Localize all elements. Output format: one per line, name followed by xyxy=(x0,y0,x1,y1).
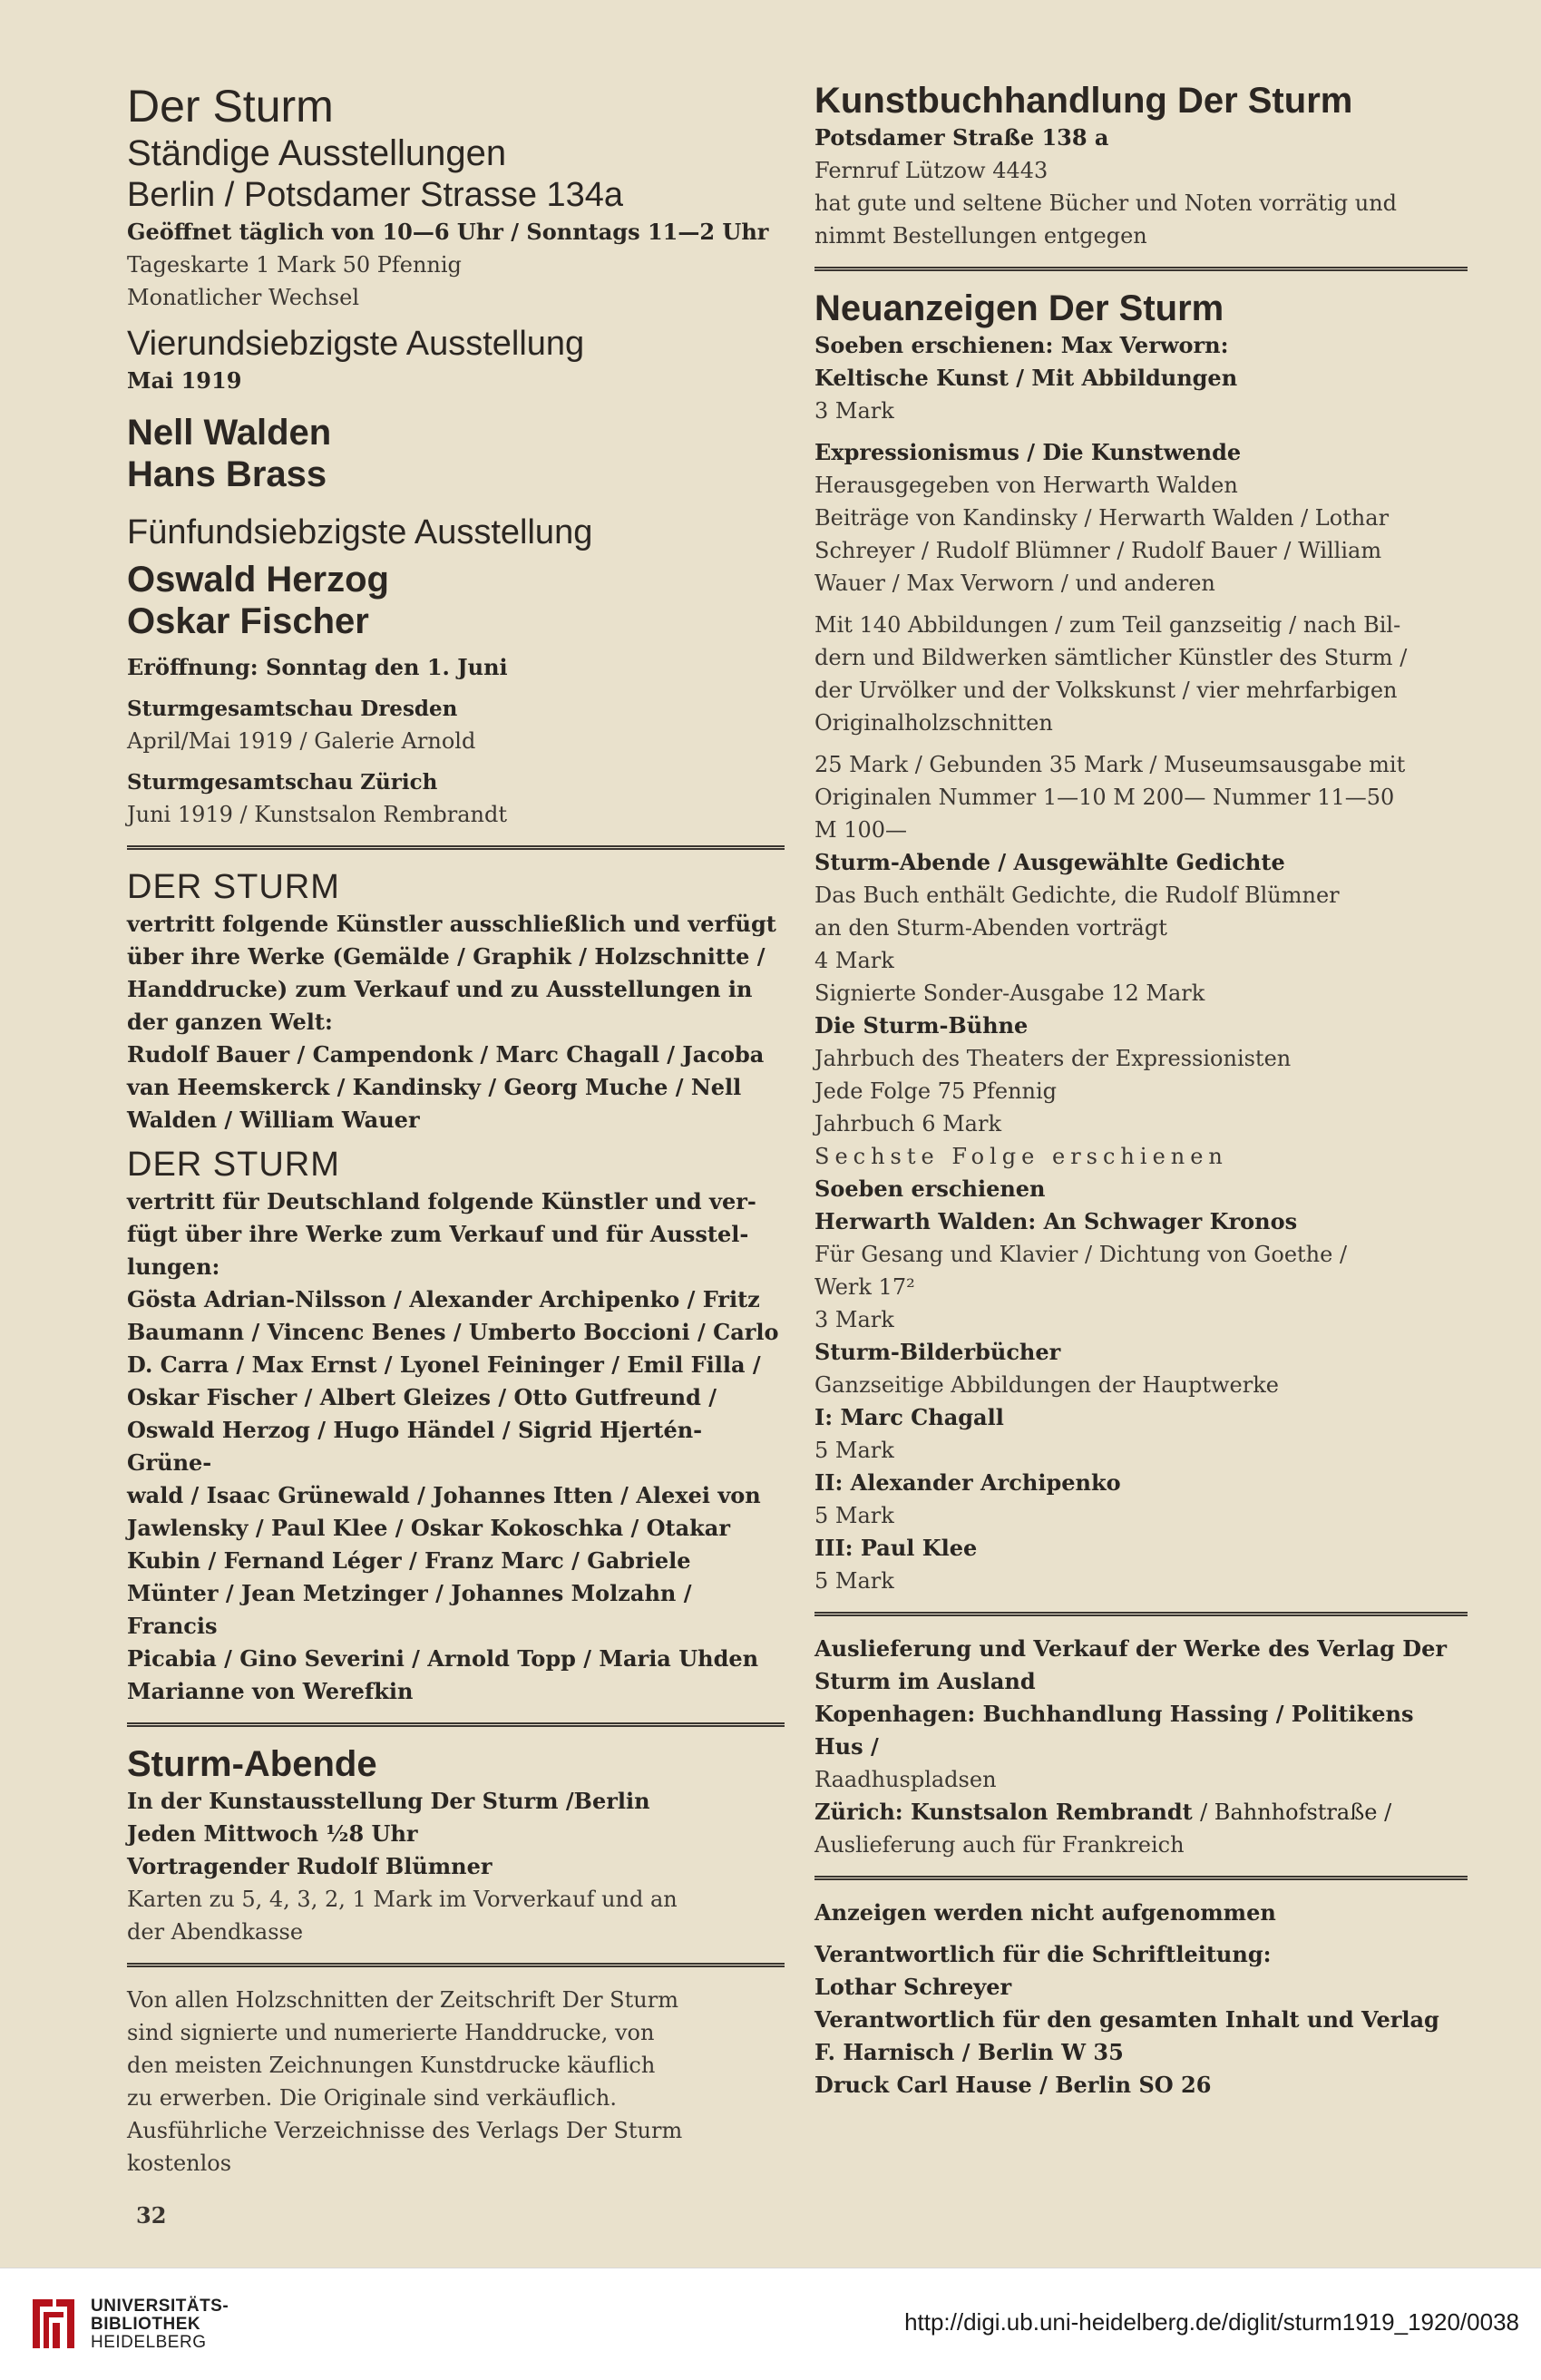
divider xyxy=(814,1876,1468,1880)
sturm-line: vertritt folgende Künstler ausschließlich und verfügt xyxy=(127,911,776,937)
exhibition-74-date: Mai 1919 xyxy=(127,367,242,394)
exhibition-74-heading: Vierundsiebzigste Ausstellung xyxy=(127,325,585,363)
auslieferung-zurich-name: Zürich: Kunstsalon Rembrandt xyxy=(814,1799,1193,1825)
artist-list-line: Kubin / Fernand Léger / Franz Marc / Gabriele xyxy=(127,1547,691,1574)
sturm-line: fügt über ihre Werke zum Verkauf und für Ausstel- xyxy=(127,1221,749,1247)
auslieferung-line: Auslieferung und Verkauf der Werke des Verlag Der xyxy=(814,1635,1448,1662)
verworn-line: Keltische Kunst / Mit Abbildungen xyxy=(814,365,1238,391)
expressionismus-line: Originalholzschnitten xyxy=(814,710,1053,736)
library-name xyxy=(91,2297,229,2352)
sturm-line: Handdrucke) zum Verkauf und zu Ausstellungen in xyxy=(127,976,753,1002)
divider xyxy=(814,267,1468,271)
artist-list-line: Gösta Adrian-Nilsson / Alexander Archipenko / Fritz xyxy=(127,1286,760,1312)
auslieferung-zurich xyxy=(814,1796,1468,1829)
soeben-detail: 3 Mark xyxy=(814,1307,894,1332)
sturm-line: lungen: xyxy=(127,1253,220,1280)
auslieferung-line: Kopenhagen: Buchhandlung Hassing / Politikens Hus / xyxy=(814,1701,1414,1760)
gallery-address: Berlin / Potsdamer Strasse 134a xyxy=(127,176,624,214)
library-name-line: UNIVERSITÄTS- xyxy=(91,2297,229,2316)
bilderbuch-3-price: 5 Mark xyxy=(814,1568,894,1594)
gedichte-title: Sturm-Abende / Ausgewählte Gedichte xyxy=(814,849,1285,875)
exhibition-75-heading: Fünfundsiebzigste Ausstellung xyxy=(127,513,593,551)
bilderbuch-2-title: II: Alexander Archipenko xyxy=(814,1469,1121,1496)
expressionismus-line: Mit 140 Abbildungen / zum Teil ganzseitig / nach Bil- xyxy=(814,612,1401,638)
imprint-line: Lothar Schreyer xyxy=(814,1974,1012,2000)
sturm-line: vertritt für Deutschland folgende Künstler und ver- xyxy=(127,1188,756,1214)
masthead-title: Der Sturm xyxy=(127,81,334,132)
sturm-line: über ihre Werke (Gemälde / Graphik / Holzschnitte / xyxy=(127,943,766,970)
buehne-line: Jahrbuch 6 Mark xyxy=(814,1111,1002,1136)
artist-list-line: wald / Isaac Grünewald / Johannes Itten / Alexei von xyxy=(127,1482,761,1508)
opening-date: Eröffnung: Sonntag den 1. Juni xyxy=(127,654,508,680)
artist-list-line: van Heemskerck / Kandinsky / Georg Muche / Nell xyxy=(127,1074,742,1100)
monthly-change: Monatlicher Wechsel xyxy=(127,285,359,310)
library-logo-icon xyxy=(25,2294,82,2354)
artist-list-line: Oswald Herzog / Hugo Händel / Sigrid Hjertén-Grüne- xyxy=(127,1417,703,1476)
page-number: 32 xyxy=(136,2202,167,2229)
bookshop-phone: Fernruf Lützow 4443 xyxy=(814,158,1048,183)
dresden-show-info: April/Mai 1919 / Galerie Arnold xyxy=(127,728,476,754)
artist-list-line: Picabia / Gino Severini / Arnold Topp / Maria Uhden xyxy=(127,1645,759,1672)
expressionismus-line: der Urvölker und der Volkskunst / vier mehrfarbigen xyxy=(814,678,1398,703)
sturm-line: der ganzen Welt: xyxy=(127,1009,333,1035)
expressionismus-line: Beiträge von Kandinsky / Herwarth Walden / Lothar xyxy=(814,505,1390,531)
bilderbuch-2-price: 5 Mark xyxy=(814,1503,894,1528)
expressionismus-line: Wauer / Max Verworn / und anderen xyxy=(814,571,1215,596)
exhibition-75-artist: Oswald Herzog xyxy=(127,560,389,600)
artist-list-line: Münter / Jean Metzinger / Johannes Molzahn / Francis xyxy=(127,1580,692,1639)
expressionismus-title: Expressionismus / Die Kunstwende xyxy=(814,439,1242,465)
imprint-line: Druck Carl Hause / Berlin SO 26 xyxy=(814,2072,1212,2098)
auslieferung-line: Sturm im Ausland xyxy=(814,1668,1036,1694)
sturm-abende-heading: Sturm-Abende xyxy=(127,1744,377,1784)
permalink-url[interactable]: http://digi.ub.uni-heidelberg.de/diglit/sturm1919_1920/0038 xyxy=(904,2308,1519,2336)
artist-list-line: Walden / William Wauer xyxy=(127,1107,420,1133)
exhibition-74-artist: Nell Walden xyxy=(127,413,332,453)
bilderbuch-1-title: I: Marc Chagall xyxy=(814,1404,1004,1430)
abende-line: Jeden Mittwoch ½8 Uhr xyxy=(127,1820,418,1847)
artist-list-line: Jawlensky / Paul Klee / Oskar Kokoschka / Otakar xyxy=(127,1515,731,1541)
bookshop-line: hat gute und seltene Bücher und Noten vorrätig und xyxy=(814,190,1398,216)
library-name-line: HEIDELBERG xyxy=(91,2333,207,2352)
abende-line: In der Kunstausstellung Der Sturm /Berlin xyxy=(127,1788,650,1814)
soeben-line: Soeben erschienen xyxy=(814,1175,1046,1202)
bilderbuch-1-price: 5 Mark xyxy=(814,1438,894,1463)
gedichte-line: 4 Mark xyxy=(814,948,894,973)
bookshop-heading: Kunstbuchhandlung Der Sturm xyxy=(814,81,1353,121)
soeben-detail: Werk 17² xyxy=(814,1274,915,1300)
artist-list-line: Marianne von Werefkin xyxy=(127,1678,414,1704)
bookshop-line: nimmt Bestellungen entgegen xyxy=(814,223,1147,249)
zurich-show-info: Juni 1919 / Kunstsalon Rembrandt xyxy=(127,802,508,827)
opening-hours: Geöffnet täglich von 10—6 Uhr / Sonntags 11—2 Uhr xyxy=(127,219,769,245)
divider xyxy=(127,845,785,850)
gedichte-line: an den Sturm-Abenden vorträgt xyxy=(814,915,1167,941)
expressionismus-line: Schreyer / Rudolf Blümner / Rudolf Bauer / William xyxy=(814,538,1382,563)
no-ads-notice: Anzeigen werden nicht aufgenommen xyxy=(814,1899,1276,1926)
imprint-line: F. Harnisch / Berlin W 35 xyxy=(814,2039,1124,2065)
artist-list-line: D. Carra / Max Ernst / Lyonel Feininger / Emil Filla / xyxy=(127,1351,761,1378)
auslieferung-zurich-street: / Bahnhofstraße / xyxy=(1200,1800,1392,1825)
holzschnitte-line: kostenlos xyxy=(127,2151,232,2176)
expressionismus-price-line: Originalen Nummer 1—10 M 200— Nummer 11—50 xyxy=(814,785,1395,810)
expressionismus-price-line: M 100— xyxy=(814,817,908,843)
verworn-price: 3 Mark xyxy=(814,398,894,424)
permanent-exhibitions-heading: Ständige Ausstellungen xyxy=(127,133,507,173)
buehne-line: Jede Folge 75 Pfennig xyxy=(814,1078,1058,1104)
bilderbuch-3-title: III: Paul Klee xyxy=(814,1535,978,1561)
auslieferung-line: Raadhuspladsen xyxy=(814,1767,997,1792)
imprint-line: Verantwortlich für die Schriftleitung: xyxy=(814,1941,1272,1967)
bilderbuecher-subtitle: Ganzseitige Abbildungen der Hauptwerke xyxy=(814,1372,1279,1398)
library-footer xyxy=(0,2268,1541,2380)
verworn-line: Soeben erschienen: Max Verworn: xyxy=(814,332,1229,358)
expressionismus-line: Herausgegeben von Herwarth Walden xyxy=(814,473,1238,498)
abende-line: der Abendkasse xyxy=(127,1919,304,1945)
divider xyxy=(814,1612,1468,1616)
holzschnitte-line: den meisten Zeichnungen Kunstdrucke käuflich xyxy=(127,2053,656,2078)
divider xyxy=(127,1722,785,1727)
holzschnitte-line: Von allen Holzschnitten der Zeitschrift Der Sturm xyxy=(127,1987,678,2013)
ticket-price: Tageskarte 1 Mark 50 Pfennig xyxy=(127,252,462,278)
der-sturm-heading-1: DER STURM xyxy=(127,868,340,906)
holzschnitte-line: sind signierte und numerierte Handdrucke, von xyxy=(127,2020,655,2045)
abende-line: Karten zu 5, 4, 3, 2, 1 Mark im Vorverkauf und an xyxy=(127,1887,678,1912)
bookshop-address: Potsdamer Straße 138 a xyxy=(814,124,1109,151)
imprint-line: Verantwortlich für den gesamten Inhalt und Verlag xyxy=(814,2006,1439,2033)
zurich-show-title: Sturmgesamtschau Zürich xyxy=(127,770,438,795)
buehne-title: Die Sturm-Bühne xyxy=(814,1012,1029,1039)
soeben-line: Herwarth Walden: An Schwager Kronos xyxy=(814,1208,1298,1234)
holzschnitte-line: zu erwerben. Die Originale sind verkäuflich. xyxy=(127,2085,617,2111)
bilderbuecher-title: Sturm-Bilderbücher xyxy=(814,1339,1061,1365)
abende-line: Vortragender Rudolf Blümner xyxy=(127,1853,493,1879)
expressionismus-line: dern und Bildwerken sämtlicher Künstler des Sturm / xyxy=(814,645,1408,670)
holzschnitte-line: Ausführliche Verzeichnisse des Verlags Der Sturm xyxy=(127,2118,683,2143)
exhibition-75-artist: Oskar Fischer xyxy=(127,601,369,641)
buehne-line: Sechste Folge erschienen xyxy=(814,1144,1228,1169)
new-releases-heading: Neuanzeigen Der Sturm xyxy=(814,288,1224,328)
left-column xyxy=(127,80,785,2180)
artist-list-line: Rudolf Bauer / Campendonk / Marc Chagall / Jacoba xyxy=(127,1041,765,1068)
buehne-line: Jahrbuch des Theaters der Expressionisten xyxy=(814,1046,1292,1071)
library-name-line: BIBLIOTHEK xyxy=(91,2315,201,2334)
soeben-detail: Für Gesang und Klavier / Dichtung von Goethe / xyxy=(814,1242,1348,1267)
exhibition-74-artist: Hans Brass xyxy=(127,454,327,494)
artist-list-line: Baumann / Vincenc Benes / Umberto Boccioni / Carlo xyxy=(127,1319,779,1345)
der-sturm-heading-2: DER STURM xyxy=(127,1146,340,1184)
auslieferung-line: Auslieferung auch für Frankreich xyxy=(814,1832,1185,1858)
dresden-show-title: Sturmgesamtschau Dresden xyxy=(127,697,458,721)
artist-list-line: Oskar Fischer / Albert Gleizes / Otto Gutfreund / xyxy=(127,1384,717,1410)
divider xyxy=(127,1963,785,1967)
right-column xyxy=(814,80,1468,2102)
gedichte-line: Signierte Sonder-Ausgabe 12 Mark xyxy=(814,980,1205,1006)
expressionismus-price-line: 25 Mark / Gebunden 35 Mark / Museumsausgabe mit xyxy=(814,752,1406,777)
gedichte-line: Das Buch enthält Gedichte, die Rudolf Blümner xyxy=(814,883,1340,908)
